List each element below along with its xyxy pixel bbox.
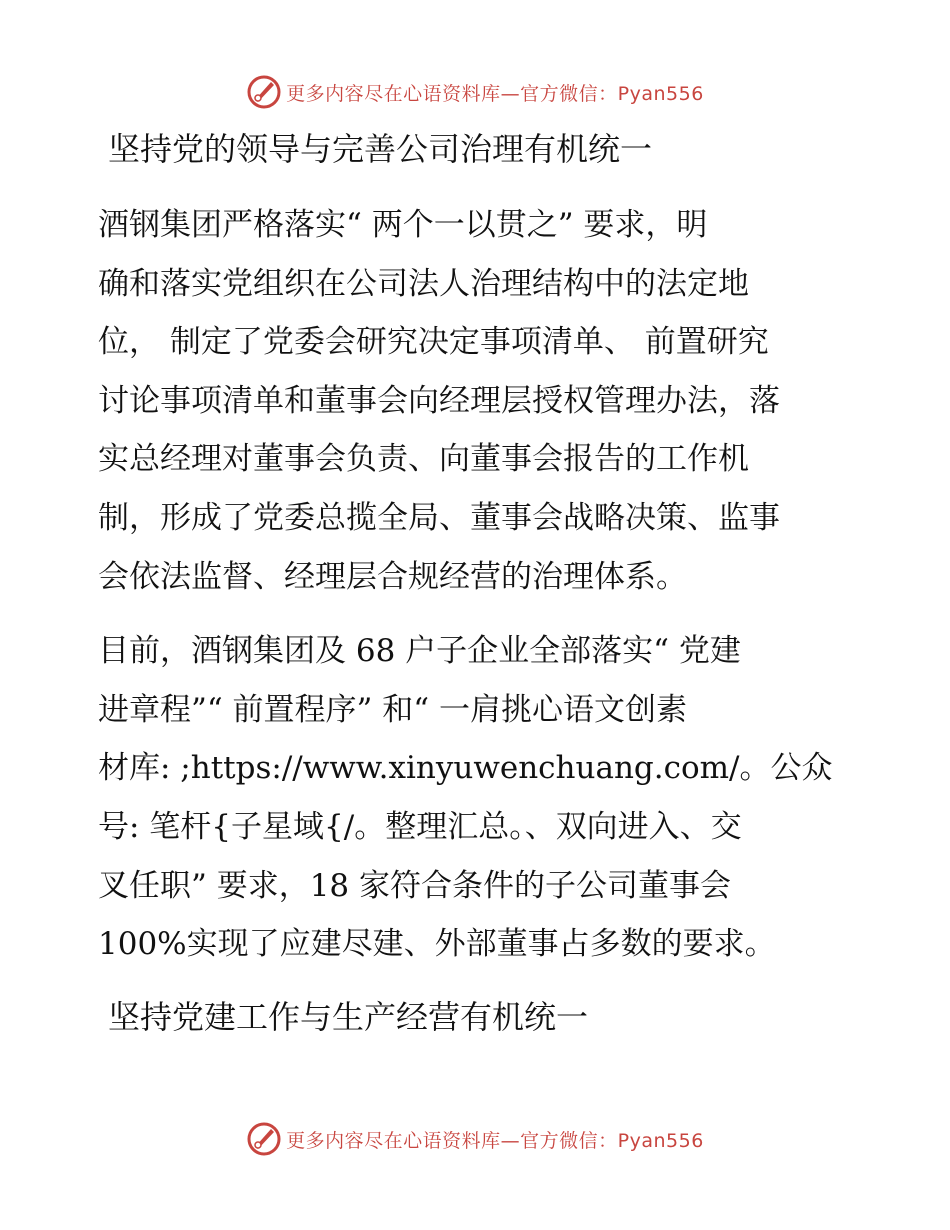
banner-separator: — xyxy=(500,82,521,105)
banner-text xyxy=(286,1126,704,1153)
banner-text xyxy=(286,79,704,106)
banner-title: 更多内容尽在心语资料库 xyxy=(286,82,501,105)
quill-seal-logo-icon xyxy=(246,74,282,110)
paragraph-1: 酒钢集团严格落实“ 两个一以贯之” 要求，明 确和落实党组织在公司法人治理结构中的法定地 位， 制定了党委会研究决定事项清单、 前置研究 讨论事项清单和董事会向经理层授权管理办法，落 实总经理对董事会负责、向董事会报告的工作机 制，形成了党委总揽全局、董事会战略决策、监事 会依法监督、经理层合规经营的治理体系。 xyxy=(98,207,780,595)
banner-title: 更多内容尽在心语资料库 xyxy=(286,1129,501,1152)
document-body xyxy=(98,126,858,1064)
section-heading-1: 坚持党的领导与完善公司治理有机统一 xyxy=(108,130,653,168)
paragraph-2: 目前，酒钢集团及 68 户子企业全部落实“ 党建 进章程”“ 前置程序” 和“ 一肩挑心语文创素 材库: ;https://www.xinyuwenchuang.com/。公众 号: 笔杆{子星域{/。整理汇总。、双向进入、交 叉任职” 要求，18 家符合条件的子公司董事会 100%实现了应建尽建、外部董事占多数的要求。 xyxy=(98,633,833,963)
header-banner xyxy=(0,72,950,112)
banner-contact: 官方微信：Pyan556 xyxy=(520,1129,704,1152)
banner-contact: 官方微信：Pyan556 xyxy=(520,82,704,105)
quill-seal-logo-icon xyxy=(246,1121,282,1157)
footer-banner xyxy=(0,1119,950,1159)
section-heading-2: 坚持党建工作与生产经营有机统一 xyxy=(108,997,589,1036)
banner-separator: — xyxy=(500,1129,521,1152)
